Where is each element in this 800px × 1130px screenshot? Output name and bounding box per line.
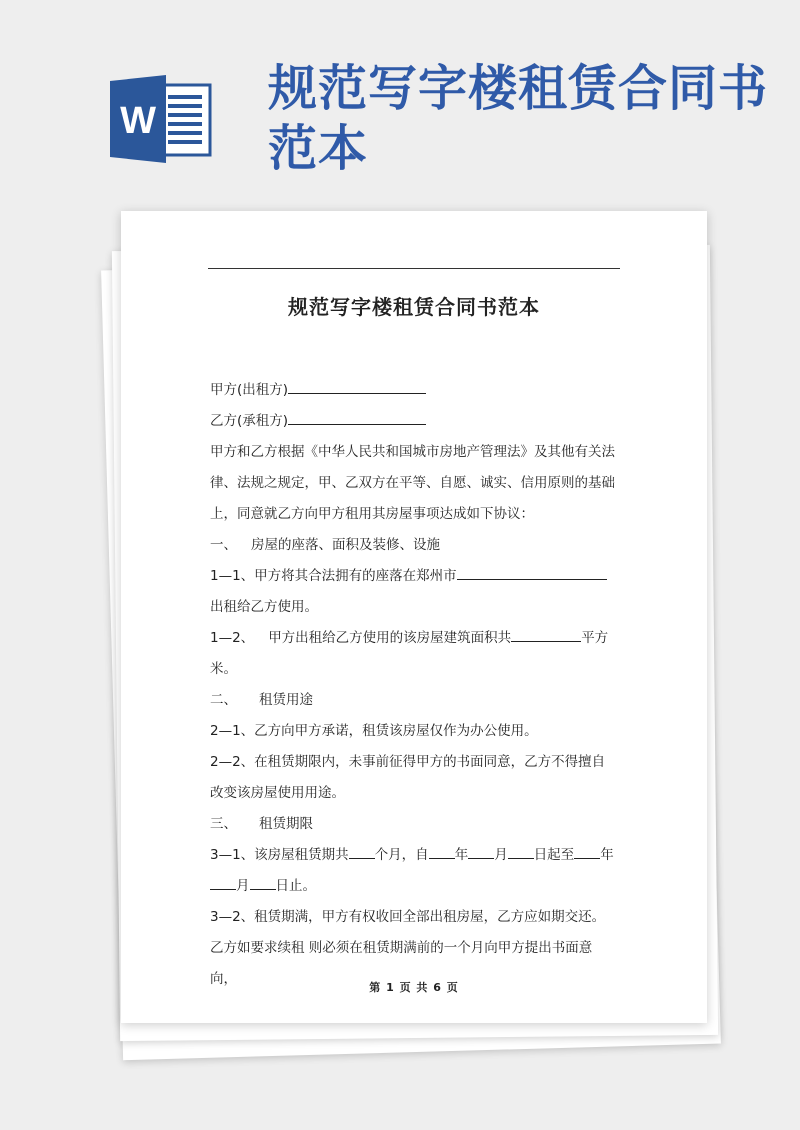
clause-3-2: 3—2、租赁期满，甲方有权收回全部出租房屋，乙方应如期交还。 — [210, 909, 606, 925]
clause-1-1: 1—1、甲方将其合法拥有的座落在郑州市 — [210, 561, 618, 592]
page-footer: 第 1 页 共 6 页 — [369, 981, 459, 994]
svg-text:W: W — [120, 100, 156, 142]
section-heading: 三、 租赁期限 — [210, 816, 313, 832]
clause-1-1-cont: 出租给乙方使用。 — [210, 599, 318, 615]
document-title: 规范写字楼租赁合同书范本 — [288, 295, 540, 319]
word-doc-icon — [110, 75, 212, 163]
document-body — [210, 375, 618, 995]
clause-1-2: 1—2、 甲方出租给乙方使用的该房屋建筑面积共 平方米。 — [210, 623, 618, 685]
section-heading: 二、 租赁用途 — [210, 692, 313, 708]
section-heading: 一、 房屋的座落、面积及装修、设施 — [210, 537, 440, 553]
party-a-line: 甲方(出租方) — [210, 375, 618, 406]
party-b-line: 乙方(承租方) — [210, 406, 618, 437]
clause-2-1: 2—1、乙方向甲方承诺，租赁该房屋仅作为办公使用。 — [210, 723, 538, 739]
intro-paragraph: 甲方和乙方根据《中华人民共和国城市房地产管理法》及其他有关法律、法规之规定，甲、乙双方在平等、自愿、诚实、信用原则的基础上，同意就乙方向甲方租用其房屋事项达成如下协议： — [210, 444, 615, 522]
clause-3-1: 3—1、该房屋租赁期共 个月，自 年 月 日起至 年月 日止。 — [210, 840, 618, 902]
clause-2-2: 2—2、在租赁期限内，未事前征得甲方的书面同意，乙方不得擅自改变该房屋使用用途。 — [210, 754, 606, 801]
clause-3-2-cont: 乙方如要求续租 则必须在租赁期满前的一个月向甲方提出书面意向， — [210, 940, 593, 987]
top-rule — [208, 268, 620, 269]
document-page — [121, 211, 707, 1023]
header-title: 规范写字楼租赁合同书范本 — [268, 59, 769, 177]
